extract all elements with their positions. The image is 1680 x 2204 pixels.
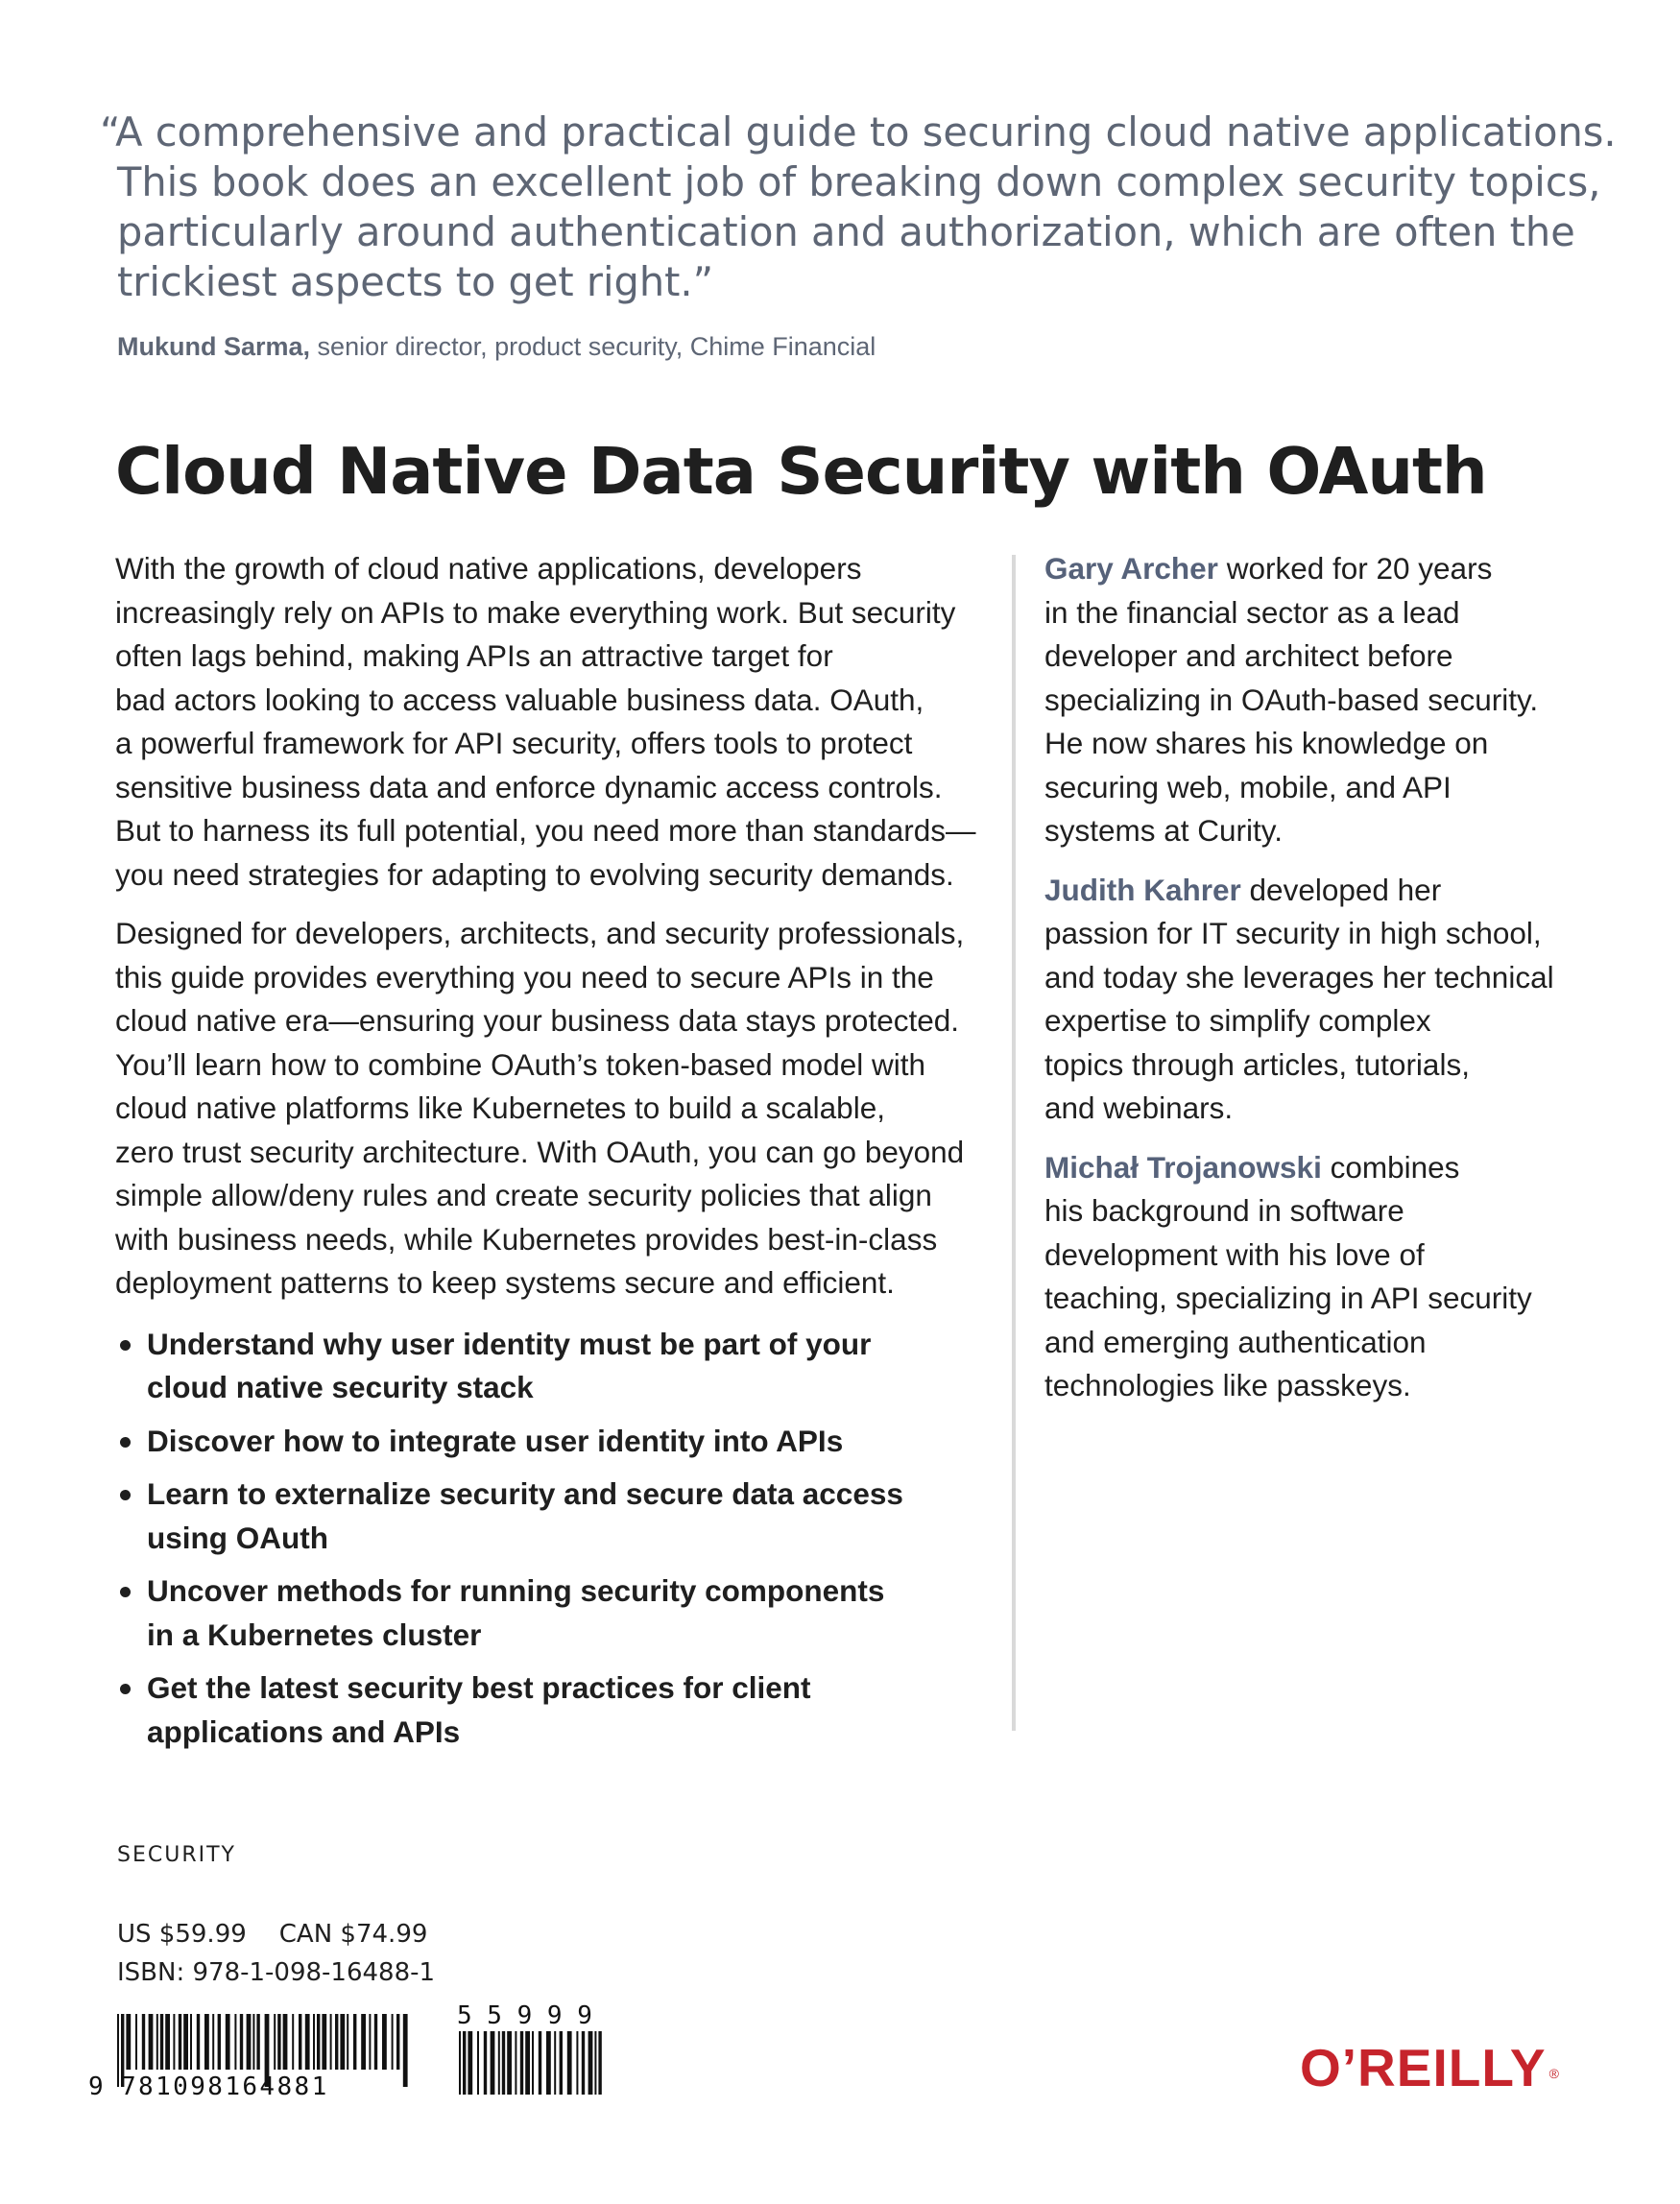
barcode-bar bbox=[183, 2014, 188, 2070]
barcode-bar bbox=[117, 2014, 119, 2087]
barcode-bar bbox=[283, 2014, 288, 2070]
bullet-icon bbox=[120, 1684, 131, 1694]
barcode-bar bbox=[347, 2014, 348, 2070]
feature-list-item bbox=[115, 1569, 979, 1657]
text-line bbox=[1044, 869, 1620, 913]
barcode-bar bbox=[322, 2014, 326, 2070]
barcode-bar bbox=[396, 2014, 399, 2070]
barcode-bar bbox=[256, 2014, 259, 2070]
text-line: Get the latest security best practices for client bbox=[147, 1670, 811, 1705]
text-line: a powerful framework for API security, offers tools to protect bbox=[115, 726, 913, 760]
barcode-bar bbox=[247, 2014, 252, 2070]
barcode-bar bbox=[218, 2014, 221, 2070]
description-paragraph-1 bbox=[115, 547, 979, 897]
text-line: He now shares his knowledge on bbox=[1044, 726, 1489, 760]
text-line: specializing in OAuth-based security. bbox=[1044, 682, 1539, 717]
barcode-bar bbox=[190, 2014, 192, 2070]
barcode-bar bbox=[594, 2031, 596, 2095]
author-bios bbox=[1044, 547, 1620, 1424]
feature-list bbox=[115, 1323, 979, 1755]
barcode-bar bbox=[525, 2031, 530, 2095]
barcode-bar bbox=[135, 2014, 137, 2070]
text-line: and emerging authentication bbox=[1044, 1324, 1427, 1359]
text-line: Uncover methods for running security components bbox=[147, 1573, 885, 1608]
barcode-bar bbox=[582, 2031, 585, 2095]
text-line: passion for IT security in high school, bbox=[1044, 916, 1542, 950]
barcode-bar bbox=[234, 2014, 236, 2070]
quote-line: particularly around authentication and authorization, which are often the bbox=[117, 208, 1575, 255]
book-title: Cloud Native Data Security with OAuth bbox=[115, 434, 1487, 509]
barcode-bar bbox=[560, 2031, 563, 2095]
text-line: using OAuth bbox=[147, 1520, 328, 1555]
text-line: with business needs, while Kubernetes provides best-in-class bbox=[115, 1221, 938, 1257]
barcode-bar bbox=[156, 2014, 158, 2070]
text-line: deployment patterns to keep systems secure and efficient. bbox=[115, 1265, 895, 1300]
barcode-bar bbox=[515, 2031, 516, 2095]
text-line: this guide provides everything you need to secure APIs in the bbox=[115, 959, 934, 994]
text-line: Learn to externalize security and secure data access bbox=[147, 1476, 903, 1511]
barcode-bar bbox=[317, 2014, 320, 2070]
price-block bbox=[117, 1915, 435, 1992]
column-divider bbox=[1012, 555, 1016, 1731]
barcode-lead-digit: 9 bbox=[88, 2072, 104, 2096]
text-line: systems at Curity. bbox=[1044, 813, 1283, 848]
text-line: But to harness its full potential, you need more than standards— bbox=[115, 813, 976, 848]
attribution-role: senior director, product security, Chime Financial bbox=[310, 332, 876, 361]
barcode-bar bbox=[520, 2031, 523, 2095]
barcode-bar bbox=[588, 2031, 593, 2095]
text-line: Understand why user identity must be part of your bbox=[147, 1326, 872, 1361]
text-line: securing web, mobile, and API bbox=[1044, 769, 1452, 804]
text-line: cloud native platforms like Kubernetes to build a scalable, bbox=[115, 1090, 885, 1125]
book-description bbox=[115, 547, 979, 1763]
registered-mark: ® bbox=[1548, 2066, 1560, 2081]
text-line: development with his love of bbox=[1044, 1236, 1425, 1272]
price-line bbox=[117, 1915, 435, 1953]
barcode-bar bbox=[165, 2014, 170, 2070]
quote-attribution bbox=[117, 330, 876, 363]
barcode-bar bbox=[484, 2031, 487, 2095]
endorsement-quote bbox=[100, 108, 1617, 307]
text-line: and today she leverages her technical bbox=[1044, 959, 1554, 994]
text-line bbox=[1044, 1146, 1620, 1190]
text-line: bad actors looking to access valuable business data. OAuth, bbox=[115, 682, 924, 717]
text-line: applications and APIs bbox=[147, 1713, 461, 1749]
author-name: Michał Trojanowski bbox=[1044, 1149, 1322, 1185]
text-line: cloud native security stack bbox=[147, 1370, 534, 1404]
feature-list-item bbox=[115, 1420, 979, 1464]
text-line: and webinars. bbox=[1044, 1090, 1234, 1125]
isbn-barcode bbox=[83, 2014, 428, 2096]
barcode-bar bbox=[179, 2014, 181, 2070]
bullet-icon bbox=[120, 1340, 131, 1351]
barcode-bar bbox=[491, 2031, 495, 2095]
barcode-bar bbox=[507, 2031, 512, 2095]
barcode-bar bbox=[197, 2014, 200, 2070]
barcode-digits: 781098164881 bbox=[121, 2072, 329, 2096]
barcode-bar bbox=[340, 2014, 345, 2070]
barcode-bar bbox=[477, 2031, 479, 2095]
barcode-bar bbox=[539, 2031, 541, 2095]
text-line: his background in software bbox=[1044, 1193, 1404, 1228]
barcode-bar bbox=[212, 2014, 214, 2070]
barcode-bar bbox=[567, 2031, 572, 2095]
barcode-bar bbox=[292, 2014, 294, 2070]
bio-text: worked for 20 years bbox=[1217, 551, 1493, 586]
text-line: you need strategies for adapting to evolving security demands. bbox=[115, 856, 954, 892]
barcode-bar bbox=[382, 2014, 387, 2070]
barcode-bar bbox=[532, 2031, 534, 2095]
barcode-bar bbox=[173, 2014, 175, 2070]
bullet-icon bbox=[120, 1587, 131, 1597]
feature-list-item bbox=[115, 1323, 979, 1410]
publisher-logo-text: O’REILLY bbox=[1300, 2038, 1547, 2097]
oreilly-logo bbox=[1300, 2039, 1560, 2096]
price-us: US $59.99 bbox=[117, 1920, 247, 1949]
barcode-bar bbox=[554, 2031, 556, 2095]
barcode-bar bbox=[204, 2014, 209, 2070]
text-line: You’ll learn how to combine OAuth’s token-based model with bbox=[115, 1046, 925, 1082]
barcode-bar bbox=[403, 2014, 408, 2087]
barcode-bar bbox=[299, 2014, 301, 2070]
barcode-bar bbox=[277, 2014, 280, 2070]
text-line: zero trust security architecture. With OAuth, you can go beyond bbox=[115, 1134, 965, 1169]
author-bio-gary-archer bbox=[1044, 547, 1620, 853]
text-line bbox=[1044, 547, 1620, 591]
description-paragraph-2 bbox=[115, 912, 979, 1306]
barcode-bar bbox=[459, 2031, 461, 2095]
barcode-bar bbox=[160, 2014, 163, 2070]
text-line: technologies like passkeys. bbox=[1044, 1368, 1411, 1402]
text-line: Designed for developers, architects, and security professionals, bbox=[115, 916, 965, 950]
price-addon-barcode bbox=[457, 2000, 611, 2096]
barcode-bar bbox=[598, 2031, 601, 2095]
bullet-icon bbox=[120, 1490, 131, 1500]
barcode-bar bbox=[226, 2014, 230, 2070]
price-can: CAN $74.99 bbox=[278, 1920, 428, 1949]
isbn: ISBN: 978-1-098-16488-1 bbox=[117, 1958, 436, 1987]
quote-line: “A comprehensive and practical guide to securing cloud native applications. bbox=[100, 108, 1617, 156]
barcode-bar bbox=[576, 2031, 578, 2095]
bio-text: developed her bbox=[1240, 872, 1442, 907]
text-line: teaching, specializing in API security bbox=[1044, 1281, 1532, 1315]
barcode-bar bbox=[463, 2031, 466, 2095]
text-line: With the growth of cloud native applications, developers bbox=[115, 551, 862, 586]
barcode-bar bbox=[313, 2014, 315, 2070]
quote-line: This book does an excellent job of breaking down complex security topics, bbox=[117, 158, 1601, 205]
barcode-bar bbox=[149, 2014, 154, 2070]
text-line: in the financial sector as a lead bbox=[1044, 594, 1460, 630]
barcode-bar bbox=[468, 2031, 472, 2095]
text-line: cloud native era—ensuring your business data stays protected. bbox=[115, 1003, 960, 1038]
text-line: developer and architect before bbox=[1044, 638, 1453, 673]
barcode-bar bbox=[369, 2014, 371, 2070]
barcode-bar bbox=[142, 2014, 145, 2070]
barcode-bar bbox=[546, 2031, 551, 2095]
author-bio-judith-kahrer bbox=[1044, 869, 1620, 1131]
attribution-name: Mukund Sarma, bbox=[117, 332, 311, 361]
bullet-icon bbox=[120, 1437, 131, 1448]
barcode-bar bbox=[374, 2014, 377, 2070]
barcode-bar bbox=[240, 2014, 243, 2070]
barcode-bar bbox=[353, 2014, 356, 2070]
book-category: SECURITY bbox=[117, 1843, 236, 1867]
author-bio-michal-trojanowski bbox=[1044, 1146, 1620, 1408]
text-line: Discover how to integrate user identity into APIs bbox=[147, 1423, 844, 1458]
text-line: increasingly rely on APIs to make everything work. But security bbox=[115, 594, 956, 630]
barcode-bar bbox=[252, 2014, 254, 2070]
barcode-bar bbox=[361, 2014, 366, 2070]
quote-line: trickiest aspects to get right.” bbox=[117, 258, 714, 305]
author-name: Judith Kahrer bbox=[1044, 872, 1241, 907]
text-line: simple allow/deny rules and create security policies that align bbox=[115, 1178, 932, 1212]
text-line: sensitive business data and enforce dynamic access controls. bbox=[115, 769, 943, 804]
bio-text: combines bbox=[1321, 1149, 1460, 1185]
barcode-bar bbox=[305, 2014, 310, 2070]
feature-list-item bbox=[115, 1473, 979, 1560]
barcode-bar bbox=[392, 2014, 394, 2070]
barcode-bar bbox=[274, 2014, 276, 2070]
addon-digits: 5 5 9 9 9 bbox=[457, 2001, 592, 2030]
barcode-bar bbox=[126, 2014, 131, 2070]
barcode-bar bbox=[330, 2014, 332, 2070]
barcode-bar bbox=[502, 2031, 505, 2095]
barcode-bar bbox=[498, 2031, 500, 2095]
text-line: topics through articles, tutorials, bbox=[1044, 1046, 1470, 1082]
text-line: often lags behind, making APIs an attractive target for bbox=[115, 638, 833, 673]
text-line: in a Kubernetes cluster bbox=[147, 1617, 482, 1652]
author-name: Gary Archer bbox=[1044, 551, 1218, 586]
barcode-bar bbox=[335, 2014, 338, 2070]
feature-list-item bbox=[115, 1666, 979, 1754]
text-line: expertise to simplify complex bbox=[1044, 1003, 1431, 1038]
